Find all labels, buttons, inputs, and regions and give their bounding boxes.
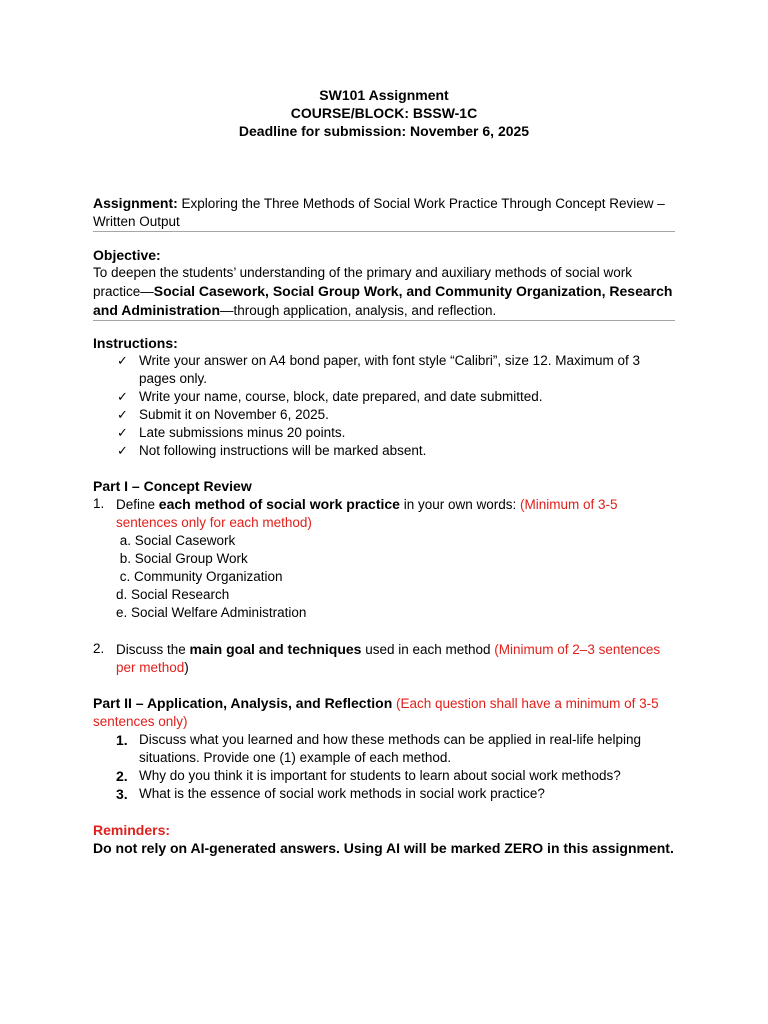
checkmark-icon: ✓ [117, 353, 128, 368]
part1-section [93, 477, 675, 677]
header-course-block: COURSE/BLOCK: BSSW-1C [290, 105, 478, 121]
reminders-section [93, 821, 675, 857]
list-item: ✓ Write your answer on A4 bond paper, with font style “Calibri”, size 12. Maximum of 3 pages only. [117, 353, 640, 386]
instructions-section [93, 334, 675, 460]
checkmark-icon: ✓ [117, 443, 128, 458]
objective-text-b: —through application, analysis, and reflection. [220, 303, 497, 318]
instructions-list [93, 352, 675, 460]
assignment-section [93, 194, 675, 232]
list-item: d. Social Research [116, 587, 230, 602]
header-title: SW101 Assignment [319, 87, 449, 103]
list-item: b. Social Group Work [116, 551, 248, 566]
checkmark-icon: ✓ [117, 389, 128, 404]
list-item: 2. Why do you think it is important for students to learn about social work methods? [116, 768, 621, 784]
requirement-note: (Each question shall have a minimum of 3-5 sentences only) [93, 696, 659, 729]
reminders-label: Reminders: [93, 822, 171, 838]
objective-text [93, 264, 675, 320]
part1-title: Part I – Concept Review [93, 478, 252, 494]
instructions-label: Instructions: [93, 335, 178, 351]
document-content [93, 86, 675, 857]
methods-list [93, 532, 675, 622]
assignment-text: Exploring the Three Methods of Social Work Practice Through Concept Review – Written Output [93, 196, 665, 229]
question-number: 2. [93, 641, 105, 656]
objective-methods: Social Casework, Social Group Work, and Community Organization, Research and Administration [93, 283, 673, 318]
part2-section [93, 694, 675, 803]
list-item: ✓ Not following instructions will be marked absent. [117, 443, 427, 458]
part2-title: Part II – Application, Analysis, and Reflection [93, 695, 393, 711]
list-item: e. Social Welfare Administration [116, 605, 307, 620]
checkmark-icon: ✓ [117, 425, 128, 440]
assignment-label: Assignment: [93, 195, 178, 211]
list-item: ✓ Submit it on November 6, 2025. [117, 407, 329, 422]
part2-questions [93, 731, 675, 803]
document-header [93, 86, 675, 140]
header-deadline: Deadline for submission: November 6, 2025 [238, 123, 530, 139]
reminders-text: Do not rely on AI-generated answers. Using AI will be marked ZERO in this assignment. [93, 840, 674, 856]
checkmark-icon: ✓ [117, 407, 128, 422]
list-item: a. Social Casework [116, 533, 236, 548]
requirement-note: (Minimum of 3-5 sentences only for each method) [116, 497, 618, 530]
list-item: c. Community Organization [116, 569, 283, 584]
objective-text-a: To deepen the students’ understanding of the primary and auxiliary methods of social work practice— [93, 265, 633, 299]
list-item: 1. Discuss what you learned and how these methods can be applied in real-life helping situations. Provide one (1) example of each method. [116, 732, 642, 765]
part1-question-1: 1. Define each method of social work practice in your own words: (Minimum of 3-5 sentences only for each method) [93, 496, 618, 530]
requirement-note: (Minimum of 2–3 sentences per method [116, 642, 661, 675]
list-item: ✓ Late submissions minus 20 points. [117, 425, 346, 440]
question-number: 1. [93, 496, 105, 511]
list-item: ✓ Write your name, course, block, date prepared, and date submitted. [117, 389, 543, 404]
part1-question-2: 2. Discuss the main goal and techniques used in each method (Minimum of 2–3 sentences per method) [93, 641, 661, 675]
part2-heading [93, 694, 675, 731]
list-item: 3. What is the essence of social work methods in social work practice? [116, 786, 545, 802]
objective-section [93, 246, 675, 321]
objective-label: Objective: [93, 247, 161, 263]
